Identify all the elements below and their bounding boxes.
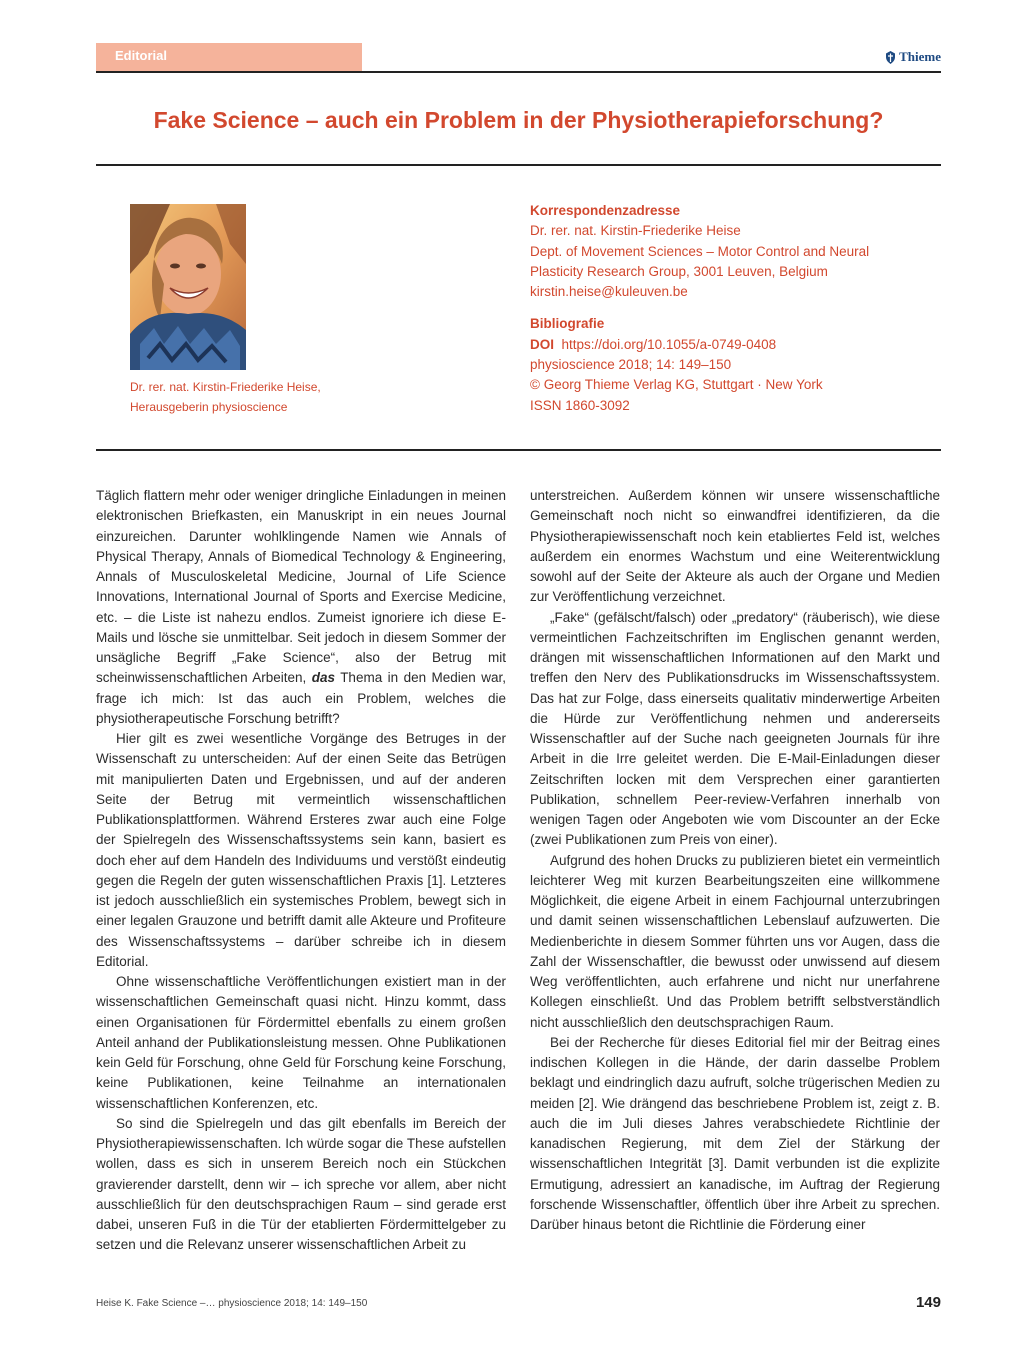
photo-caption: [130, 377, 460, 417]
caption-role: Herausgeberin physioscience: [130, 400, 288, 414]
paragraph-8: Bei der Recherche für dieses Editorial fiel mir der Beitrag eines indischen Kollegen in die Hände, der darin dasselbe Problem beklagt und eindringlich dazu aufruft, solche trügerischen Medien zu meiden [2]. Wie drängend das beschriebene Problem ist, zeigt z. B. auch die im Juli dieses Jahres verabschiedete Richtlinie der kanadischen Regierung, mit dem Ziel der Stärkung der wissenschaftlichen Integrität [3]. Damit verbunden ist die explizite Ermutigung, adressiert an kanadische, im Auftrag der Regierung forschende Wissenschaftler, öffentlich über ihre Arbeit zu sprechen. Darüber hinaus betont die Richtlinie die Förderung einer: [530, 1034, 940, 1232]
correspondence-email[interactable]: kirstin.heise@kuleuven.be: [530, 284, 688, 300]
thieme-logo-icon: [885, 51, 896, 64]
paragraph-4: So sind die Spielregeln und das gilt ebenfalls im Bereich der Physiotherapiewissenschaften. Ich würde sogar die These aufstellen wollen, dass es sich in unserem Bereich noch ein Stückchen gravierender darstellt, denn wir – ich spreche vor allem, aber nicht ausschließlich für den deutschsprachigen Raum – sind gerade erst dabei, unseren Fuß in die Tür der etablierten Fördermittelgeber zu setzen und die Relevanz unserer wissenschaftlichen Arbeit zu: [96, 1115, 506, 1253]
body-column-left: [96, 486, 506, 1256]
body-column-right: [530, 486, 940, 1235]
paragraph-6: „Fake“ (gefälscht/falsch) oder „predatory“ (räuberisch), wie diese vermeintlichen Fachzeitschriften im Englischen genannt werden, drängen mit wissenschaftlichen Informationen auf den Markt und treffen den Nerv des Publikationsdrucks im Wissenschaftssystem. Das hat zur Folge, dass einerseits qualitativ minderwertige Arbeiten die Hürde zur Veröffentlichung nehmen und andererseits Wissenschaftler auf der Suche nach geeigneten Journals für ihre Arbeit in die Irre geleitet werden. Die E-Mail-Einladungen dieser Zeitschriften locken mit dem Versprechen einer garantierten Publikation, schnellem Peer-review-Verfahren innerhalb von wenigen Tagen oder Angeboten wie vom Discounter an der Ecke (zwei Publikationen zum Preis von einer).: [530, 609, 940, 848]
paragraph-5: unterstreichen. Außerdem können wir unsere wissenschaftliche Gemeinschaft noch nicht so einwandfrei identifizieren, da die Physiotherapiewissenschaft noch kein etabliertes Feld ist, welches außerdem ein enormes Wachstum und eine Weiterentwicklung sowohl auf der Seite der Akteure als auch der Organe und Medien zur Veröffentlichung verzeichnet.: [530, 488, 940, 605]
paragraph-7: Aufgrund des hohen Drucks zu publizieren bietet ein vermeintlich leichterer Weg mit kurzen Bearbeitungszeiten eine willkommene Möglichkeit, die eigene Arbeit in einem Fachjournal unterzubringen und damit seinen wissenschaftlichen Lebenslauf aufzuwerten. Die Medienberichte in diesem Sommer führten uns vor Augen, dass die Zahl der Wissenschaftler, die bewusst oder unwissend auf diesem Weg veröffentlichten, auch erfahrene und nicht nur unerfahrene Kollegen einschließt. Und das Problem betrifft selbstverständlich nicht ausschließlich den deutschsprachigen Raum.: [530, 852, 940, 1030]
doi-label: DOI: [530, 336, 555, 352]
article-info-box: [530, 201, 930, 416]
bibliography-heading: Bibliografie: [530, 316, 605, 332]
correspondence-heading: Korrespondenzadresse: [530, 203, 681, 218]
publisher-logo[interactable]: [885, 49, 941, 65]
header-divider: [96, 71, 941, 73]
footer-citation: Heise K. Fake Science –… physioscience 2018; 14: 149–150: [96, 1298, 368, 1309]
journal-citation: physioscience 2018; 14: 149–150: [530, 357, 732, 373]
author-photo: [130, 204, 246, 370]
correspondence-name: Dr. rer. nat. Kirstin-Friederike Heise: [530, 223, 741, 239]
publisher-name: Thieme: [899, 49, 941, 64]
article-title: Fake Science – auch ein Problem in der Physiotherapieforschung?: [153, 107, 884, 133]
paragraph-2: Hier gilt es zwei wesentliche Vorgänge des Betruges in der Wissenschaft zu unterscheiden: Auf der einen Seite das Betrügen mit manipulierten Daten und Ergebnissen, und auf der anderen Seite der Betrug mit vermeintlich wissenschaftlichen Publikationsplattformen. Während Ersteres zwar auch eine Folge der Spielregeln des Wissenschaftssystems sein kann, basiert es doch eher auf dem Handeln des Individuums und verstößt eindeutig gegen die Regeln der guten wissenschaftlichen Praxis [1]. Letzteres ist jedoch ausschließlich ein systemisches Problem, bewegt sich in einer legalen Grauzone und betrifft damit alle Akteure und Profiteure des Wissenschaftssystems – darüber schreibe ich in diesem Editorial.: [96, 731, 506, 969]
caption-name: Dr. rer. nat. Kirstin-Friederike Heise,: [130, 380, 321, 394]
issn-line: ISSN 1860-3092: [530, 397, 630, 413]
infobox-divider: [96, 449, 941, 451]
doi-link[interactable]: https://doi.org/10.1055/a-0749-0408: [561, 336, 777, 352]
copyright-line: © Georg Thieme Verlag KG, Stuttgart · New York: [530, 377, 823, 393]
correspondence-address-line1: Dept. of Movement Sciences – Motor Control and Neural: [530, 243, 870, 259]
title-divider: [96, 164, 941, 166]
section-label: Editorial: [96, 43, 362, 71]
page-number: 149: [915, 1294, 941, 1311]
correspondence-address-line2: Plasticity Research Group, 3001 Leuven, Belgium: [530, 263, 828, 279]
paragraph-1: Täglich flattern mehr oder weniger dringliche Einladungen in meinen elektronischen Briefkasten, ein Manuskript in ein neues Journal einzureichen. Darunter wohlklingende Namen wie Annals of Physical Therapy, Annals of Biomedical Technology & Engineering, Annals of Musculoskeletal Medicine, Journal of Life Science Innovations, International Journal of Sports and Exercise Medicine, etc. – die Liste ist nahezu endlos. Zumeist ignoriere ich diese E-Mails und lösche sie unmittelbar. Seit jedoch in diesem Sommer der unsägliche Begriff „Fake Science“, also der Betrug mit scheinwissenschaftlichen Arbeiten, das Thema in den Medien war, frage ich mich: Ist das auch ein Problem, welches die physiotherapeutische Forschung betrifft?: [96, 488, 506, 726]
paragraph-3: Ohne wissenschaftliche Veröffentlichungen existiert man in der wissenschaftlichen Gemeinschaft quasi nicht. Hinzu kommt, dass einen Organisationen für Fördermittel ebenfalls zu einem großen Anteil anhand der Publikationsleistung messen. Ohne Publikationen kein Geld für Forschung, ohne Geld für Forschung keine Forschung, keine Publikationen, keine Teilnahme an internationalen wissenschaftlichen Konferenzen, etc.: [96, 974, 506, 1111]
emphasis-das: das: [311, 670, 335, 686]
doi-line: [530, 335, 930, 355]
